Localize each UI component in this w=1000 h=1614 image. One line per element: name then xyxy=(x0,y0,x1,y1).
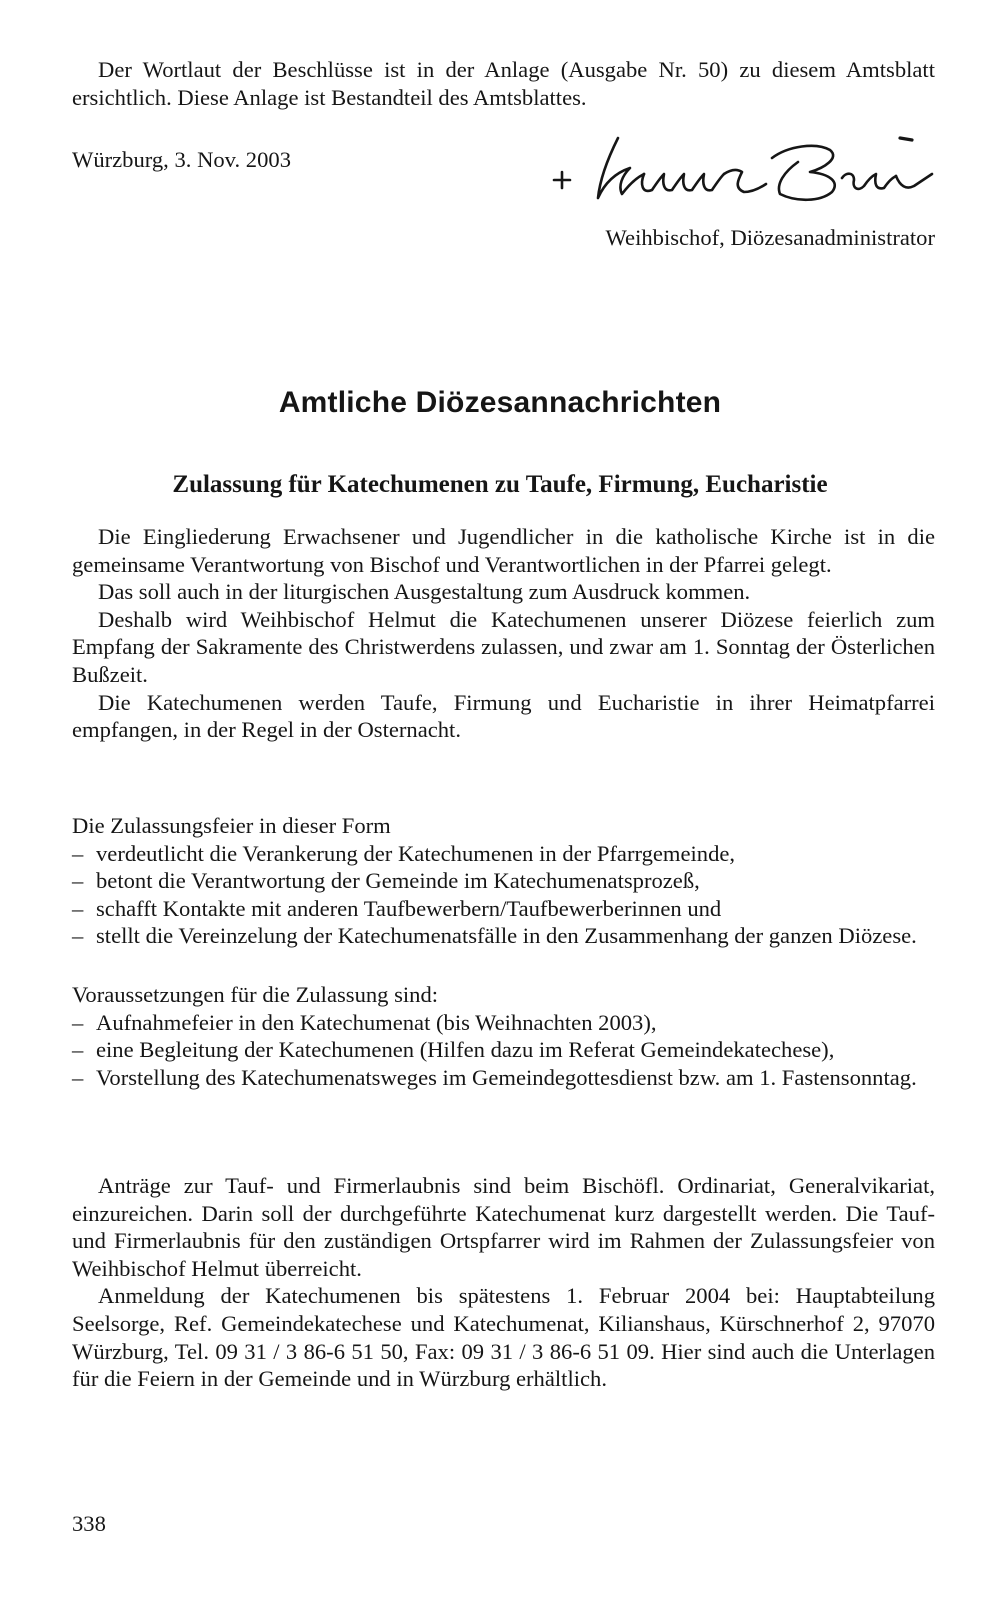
requirements-section xyxy=(72,981,935,1091)
list-item: – eine Begleitung der Katechumenen (Hilfen dazu im Referat Gemeindekatechese), xyxy=(72,1036,935,1064)
celebration-intro: Die Zulassungsfeier in dieser Form xyxy=(72,813,391,838)
list-item: – betont die Verantwortung der Gemeinde im Katechumenatsprozeß, xyxy=(72,867,935,895)
signer-title: Weihbischof, Diözesanadministrator xyxy=(605,225,935,250)
handwritten-signature xyxy=(548,128,940,208)
celebration-list xyxy=(72,840,935,950)
list-item: – verdeutlicht die Verankerung der Katechumenen in der Pfarrgemeinde, xyxy=(72,840,935,868)
paragraph: Die Katechumenen werden Taufe, Firmung und Eucharistie in ihrer Heimatpfarrei empfangen, in der Regel in der Osternacht. xyxy=(72,689,935,743)
paragraph: Die Eingliederung Erwachsener und Jugendlicher in die katholische Kirche ist in die gemeinsame Verantwortung von Bischof und Verantwortlichen in der Pfarrei gelegt. xyxy=(72,524,935,577)
intro-paragraph xyxy=(72,56,935,111)
article-title: Zulassung für Katechumenen zu Taufe, Firmung, Eucharistie xyxy=(172,471,828,498)
paragraph: Deshalb wird Weihbischof Helmut die Katechumenen unserer Diözese feierlich zum Empfang der Sakramente des Christwerdens zulassen, und zwar am 1. Sonntag der Österlichen Bußzeit. xyxy=(72,606,935,687)
intro-text: Der Wortlaut der Beschlüsse ist in der Anlage (Ausgabe Nr. 50) zu diesem Amtsblatt ersichtlich. Diese Anlage ist Bestandteil des Amtsblattes. xyxy=(72,57,935,110)
place-date: Würzburg, 3. Nov. 2003 xyxy=(72,147,291,172)
requirements-list xyxy=(72,1009,935,1092)
requirements-intro: Voraussetzungen für die Zulassung sind: xyxy=(72,982,439,1007)
paragraph: Das soll auch in der liturgischen Ausgestaltung zum Ausdruck kommen. xyxy=(98,579,751,605)
list-item: – Aufnahmefeier in den Katechumenat (bis Weihnachten 2003), xyxy=(72,1009,935,1037)
celebration-section xyxy=(72,812,935,950)
list-item: – Vorstellung des Katechumenatsweges im Gemeindegottesdienst bzw. am 1. Fastensonntag. xyxy=(72,1064,935,1092)
section-heading: Amtliche Diözesannachrichten xyxy=(278,386,722,419)
applications-paragraph: Anträge zur Tauf- und Firmerlaubnis sind beim Bischöfl. Ordinariat, Generalvikariat, einzureichen. Darin soll der durchgeführte Katechumenat kurz dargestellt werden. Die Tauf- und Firmerlaubnis für den zuständigen Ortspfarrer wird im Rahmen der Zulassungsfeier von Weihbischof Helmut überreicht. xyxy=(72,1173,935,1281)
list-item: – schafft Kontakte mit anderen Taufbewerbern/Taufbewerberinnen und xyxy=(72,895,935,923)
page-number: 338 xyxy=(72,1511,106,1536)
article-intro xyxy=(72,523,935,744)
list-item: – stellt die Vereinzelung der Katechumenatsfälle in den Zusammenhang der ganzen Diözese. xyxy=(72,922,935,950)
applications-section xyxy=(72,1172,935,1393)
registration-paragraph: Anmeldung der Katechumenen bis spätestens 1. Februar 2004 bei: Hauptabteilung Seelsorge, Ref. Gemeindekatechese und Katechumenat, Kilianshaus, Kürschnerhof 2, 97070 Würzburg, Tel. 09 31 / 3 86-6 51 50, Fax: 09 31 / 3 86-6 51 09. Hier sind auch die Unterlagen für die Feiern in der Gemeinde und in Würzburg erhältlich. xyxy=(72,1283,935,1392)
